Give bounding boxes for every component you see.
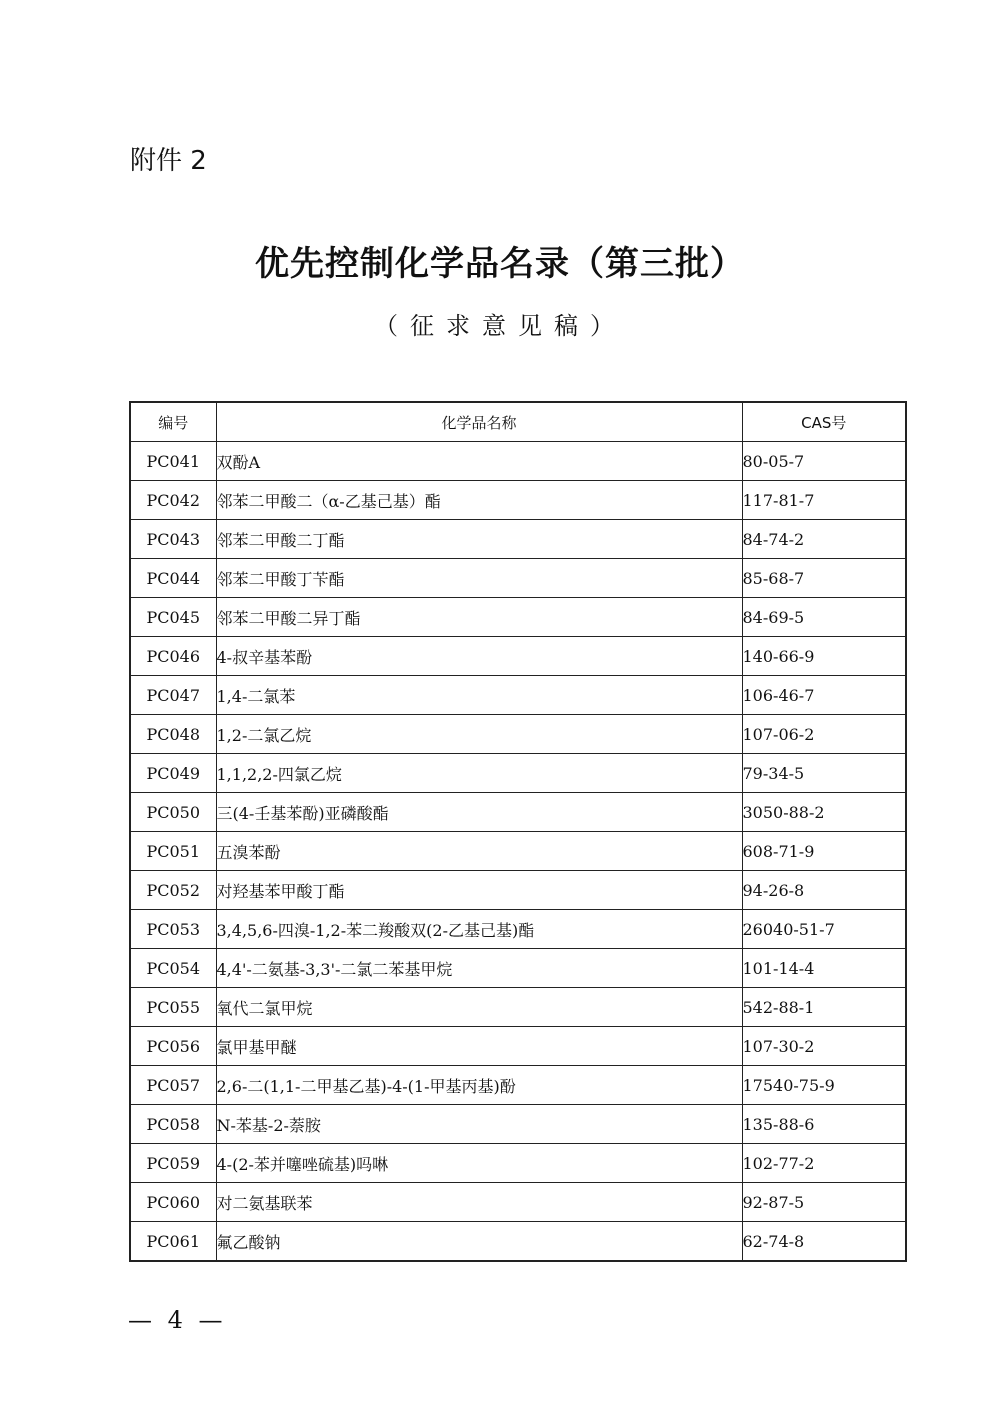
cell-name: 1,2-二氯乙烷 [216, 715, 742, 754]
cell-cas: 542-88-1 [742, 988, 906, 1027]
cell-id: PC053 [130, 910, 216, 949]
cell-id: PC052 [130, 871, 216, 910]
document-title: 优先控制化学品名录（第三批） [255, 244, 745, 284]
cell-name: 对羟基苯甲酸丁酯 [216, 871, 742, 910]
cell-id: PC057 [130, 1066, 216, 1105]
cell-cas: 117-81-7 [742, 481, 906, 520]
table-row [130, 520, 906, 559]
cell-cas: 79-34-5 [742, 754, 906, 793]
table-row [130, 1105, 906, 1144]
cell-id: PC043 [130, 520, 216, 559]
header-name: 化学品名称 [216, 402, 742, 442]
cell-name: 4-(2-苯并噻唑硫基)吗啉 [216, 1144, 742, 1183]
cell-cas: 101-14-4 [742, 949, 906, 988]
cell-cas: 85-68-7 [742, 559, 906, 598]
cell-cas: 26040-51-7 [742, 910, 906, 949]
cell-cas: 140-66-9 [742, 637, 906, 676]
cell-cas: 17540-75-9 [742, 1066, 906, 1105]
cell-id: PC056 [130, 1027, 216, 1066]
cell-id: PC045 [130, 598, 216, 637]
cell-cas: 102-77-2 [742, 1144, 906, 1183]
cell-cas: 84-69-5 [742, 598, 906, 637]
cell-cas: 608-71-9 [742, 832, 906, 871]
table-row [130, 1066, 906, 1105]
table-row [130, 1144, 906, 1183]
cell-name: 4,4'-二氨基-3,3'-二氯二苯基甲烷 [216, 949, 742, 988]
cell-name: 双酚A [216, 442, 742, 481]
cell-id: PC044 [130, 559, 216, 598]
cell-name: 邻苯二甲酸二异丁酯 [216, 598, 742, 637]
cell-name: N-苯基-2-萘胺 [216, 1105, 742, 1144]
table-row [130, 676, 906, 715]
cell-cas: 62-74-8 [742, 1222, 906, 1262]
cell-id: PC059 [130, 1144, 216, 1183]
header-id: 编号 [130, 402, 216, 442]
attachment-label: 附件 2 [130, 146, 207, 176]
cell-name: 三(4-壬基苯酚)亚磷酸酯 [216, 793, 742, 832]
cell-id: PC060 [130, 1183, 216, 1222]
cell-id: PC041 [130, 442, 216, 481]
document-subtitle: （征求意见稿） [374, 312, 626, 340]
cell-id: PC051 [130, 832, 216, 871]
cell-id: PC061 [130, 1222, 216, 1262]
table-row [130, 559, 906, 598]
cell-id: PC049 [130, 754, 216, 793]
cell-id: PC046 [130, 637, 216, 676]
chemical-list-table [129, 401, 907, 1262]
cell-name: 2,6-二(1,1-二甲基乙基)-4-(1-甲基丙基)酚 [216, 1066, 742, 1105]
cell-id: PC047 [130, 676, 216, 715]
cell-cas: 135-88-6 [742, 1105, 906, 1144]
cell-cas: 106-46-7 [742, 676, 906, 715]
cell-name: 1,4-二氯苯 [216, 676, 742, 715]
cell-id: PC048 [130, 715, 216, 754]
cell-name: 氯甲基甲醚 [216, 1027, 742, 1066]
cell-name: 邻苯二甲酸丁苄酯 [216, 559, 742, 598]
table-row [130, 598, 906, 637]
cell-name: 对二氨基联苯 [216, 1183, 742, 1222]
table-row [130, 793, 906, 832]
cell-name: 氧代二氯甲烷 [216, 988, 742, 1027]
page-number: — 4 — [128, 1306, 227, 1334]
table-row [130, 1222, 906, 1262]
cell-id: PC054 [130, 949, 216, 988]
cell-cas: 3050-88-2 [742, 793, 906, 832]
table-row [130, 949, 906, 988]
table-row [130, 1183, 906, 1222]
cell-name: 五溴苯酚 [216, 832, 742, 871]
cell-id: PC050 [130, 793, 216, 832]
cell-name: 邻苯二甲酸二（α-乙基己基）酯 [216, 481, 742, 520]
table-row [130, 988, 906, 1027]
cell-cas: 92-87-5 [742, 1183, 906, 1222]
cell-cas: 107-30-2 [742, 1027, 906, 1066]
table-row [130, 637, 906, 676]
table-row [130, 481, 906, 520]
table-row [130, 715, 906, 754]
cell-name: 3,4,5,6-四溴-1,2-苯二羧酸双(2-乙基己基)酯 [216, 910, 742, 949]
cell-name: 氟乙酸钠 [216, 1222, 742, 1262]
table-row [130, 442, 906, 481]
header-cas: CAS号 [742, 402, 906, 442]
cell-name: 邻苯二甲酸二丁酯 [216, 520, 742, 559]
cell-cas: 107-06-2 [742, 715, 906, 754]
cell-cas: 84-74-2 [742, 520, 906, 559]
cell-name: 4-叔辛基苯酚 [216, 637, 742, 676]
cell-id: PC055 [130, 988, 216, 1027]
cell-id: PC058 [130, 1105, 216, 1144]
cell-id: PC042 [130, 481, 216, 520]
cell-name: 1,1,2,2-四氯乙烷 [216, 754, 742, 793]
cell-cas: 94-26-8 [742, 871, 906, 910]
table-row [130, 1027, 906, 1066]
cell-cas: 80-05-7 [742, 442, 906, 481]
table-row [130, 754, 906, 793]
table-row [130, 871, 906, 910]
table-header-row [130, 402, 906, 442]
table-row [130, 832, 906, 871]
table-row [130, 910, 906, 949]
